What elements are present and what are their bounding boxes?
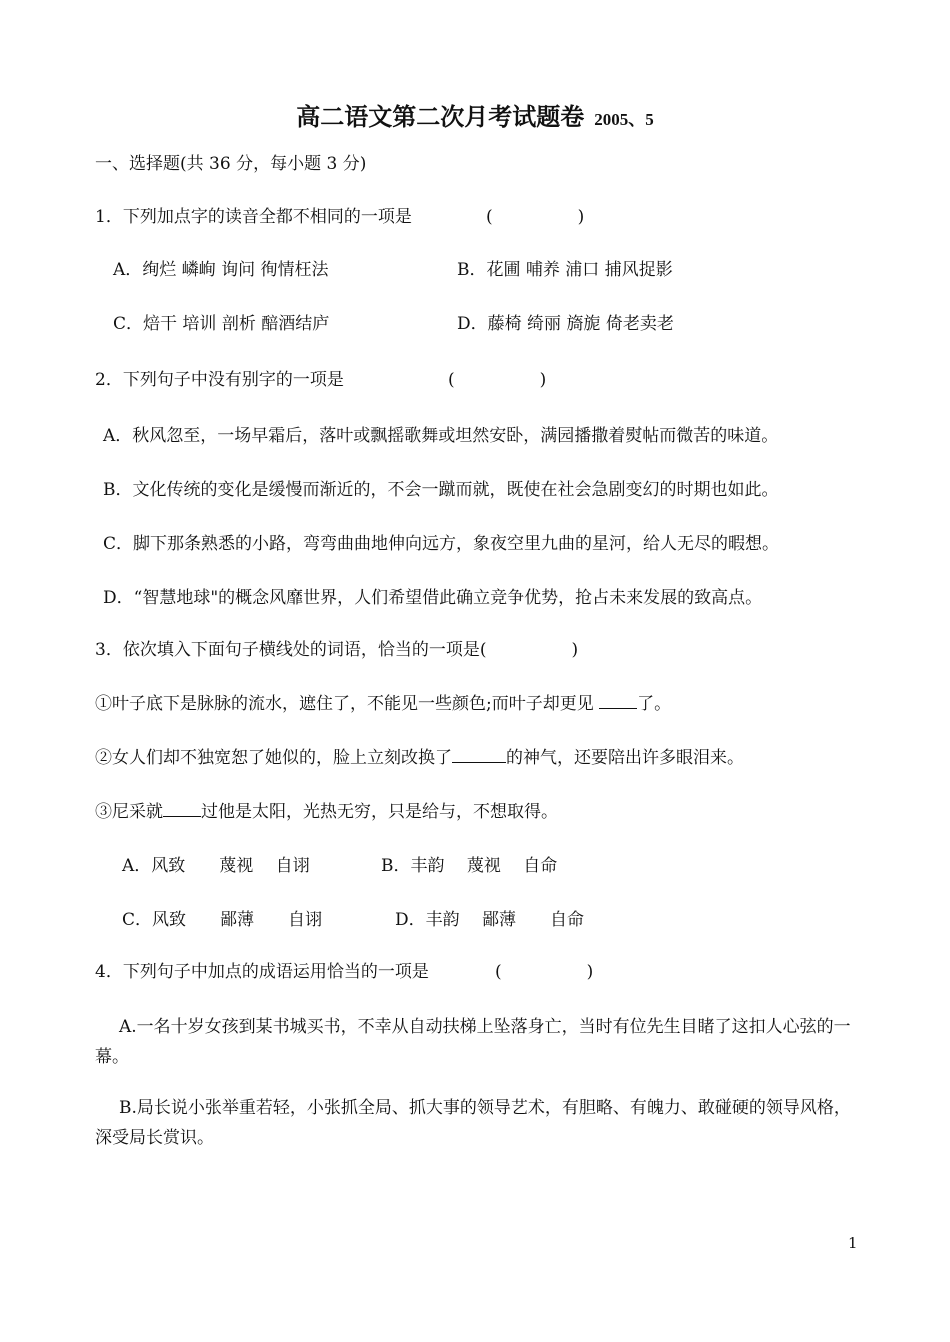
q3-s3-after: 过他是太阳，光热无穷，只是给与，不想取得。 bbox=[201, 802, 558, 822]
q4-stem: 4．下列句子中加点的成语运用恰当的一项是 bbox=[95, 962, 429, 982]
q3-sentence-1 bbox=[95, 692, 671, 716]
q3-s3-before: ③尼采就 bbox=[95, 802, 163, 822]
q2-option-b: B．文化传统的变化是缓慢而渐近的，不会一蹴而就，既使在社会急剧变幻的时期也如此。 bbox=[103, 480, 779, 500]
q3-sentence-2 bbox=[95, 746, 744, 770]
q1-option-a: A．绚烂 嶙峋 询问 徇情枉法 bbox=[113, 260, 329, 280]
q3-option-b: B．丰韵 蔑视 自命 bbox=[381, 856, 558, 876]
q1-option-b: B．花圃 哺养 浦口 捕风捉影 bbox=[457, 260, 673, 280]
q3-stem-text: 3．依次填入下面句子横线处的词语，恰当的一项是 bbox=[95, 640, 480, 660]
q1-stem: 1．下列加点字的读音全都不相同的一项是 bbox=[95, 207, 412, 227]
q3-blank-3 bbox=[163, 800, 201, 817]
q2-option-d: D．“智慧地球"的概念风靡世界，人们希望借此确立竞争优势，抢占未来发展的致高点。 bbox=[103, 588, 763, 608]
q3-option-a: A．风致 蔑视 自诩 bbox=[122, 856, 310, 876]
q2-option-c: C．脚下那条熟悉的小路，弯弯曲曲地伸向远方，象夜空里九曲的星河，给人无尽的暇想。 bbox=[103, 534, 780, 554]
title-date: 2005、5 bbox=[594, 110, 654, 129]
q1-option-d: D．藤椅 绮丽 旖旎 倚老卖老 bbox=[457, 314, 674, 334]
page-title bbox=[0, 97, 950, 132]
q3-blank-2 bbox=[452, 746, 506, 763]
q2-stem: 2．下列句子中没有别字的一项是 bbox=[95, 370, 344, 390]
q3-sentence-3 bbox=[95, 800, 558, 824]
q3-blank-1 bbox=[599, 692, 637, 709]
q3-s2-after: 的神气，还要陪出许多眼泪来。 bbox=[506, 748, 744, 768]
title-text: 高二语文第二次月考试题卷 bbox=[296, 103, 585, 131]
q2-option-a: A．秋风忽至，一场早霜后，落叶或飘摇歌舞或坦然安卧，满园播撒着熨帖而微苦的味道。 bbox=[103, 426, 779, 446]
q4-option-b: B.局长说小张举重若轻，小张抓全局、抓大事的领导艺术，有胆略、有魄力、敢碰硬的领导风格，深受局长赏识。 bbox=[95, 1098, 851, 1148]
q4-answer-paren: ( ) bbox=[495, 962, 594, 982]
q1-option-c: C．焙干 培训 剖析 醅酒结庐 bbox=[113, 314, 330, 334]
q3-s2-before: ②女人们却不独宽恕了她似的，脸上立刻改换了 bbox=[95, 748, 452, 768]
q3-answer-paren: ( ) bbox=[479, 640, 579, 660]
q3-option-d: D．丰韵 鄙薄 自命 bbox=[395, 910, 585, 930]
q3-s1-after: 了。 bbox=[637, 694, 672, 714]
q3-stem bbox=[95, 638, 578, 662]
page-number: 1 bbox=[848, 1234, 858, 1252]
q4-option-a: A.一名十岁女孩到某书城买书，不幸从自动扶梯上坠落身亡，当时有位先生目睹了这扣人心弦的一幕。 bbox=[95, 1017, 851, 1067]
q3-option-c: C．风致 鄙薄 自诩 bbox=[122, 910, 323, 930]
q3-s1-before: ①叶子底下是脉脉的流水，遮住了，不能见一些颜色;而叶子却更见 bbox=[95, 694, 600, 714]
q1-answer-paren: ( ) bbox=[486, 207, 585, 227]
section-heading: 一、选择题(共 36 分，每小题 3 分) bbox=[95, 154, 367, 174]
q2-answer-paren: ( ) bbox=[448, 370, 547, 390]
